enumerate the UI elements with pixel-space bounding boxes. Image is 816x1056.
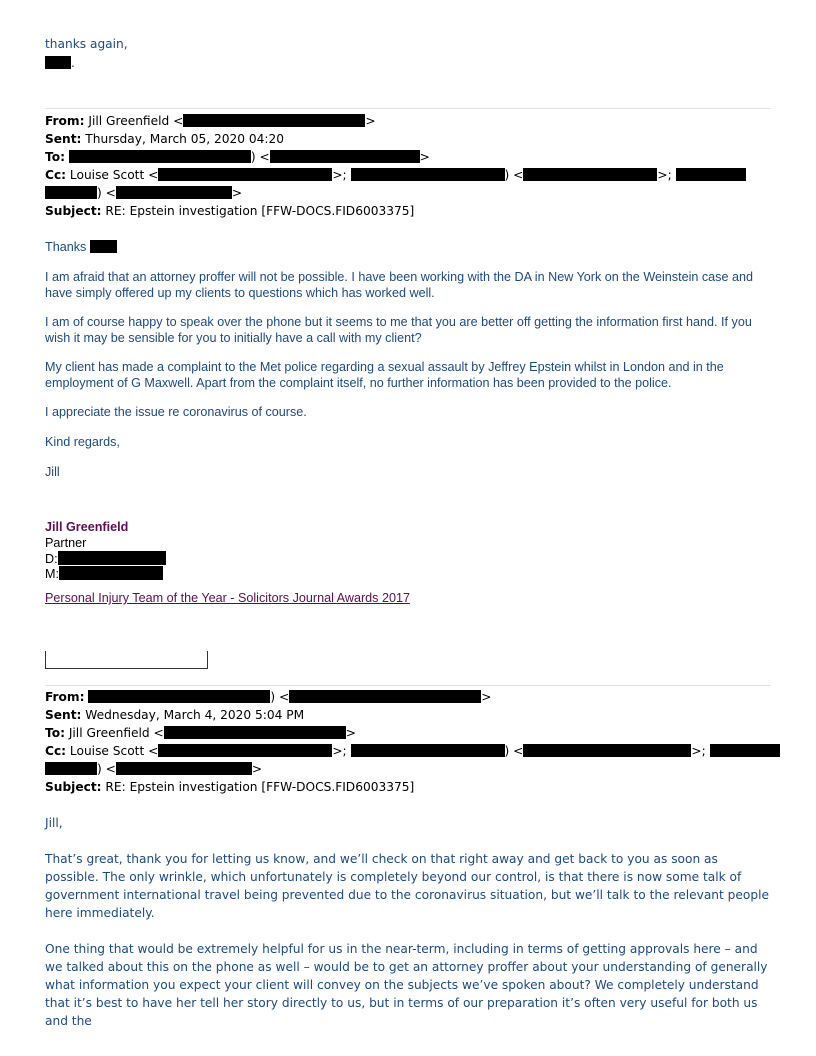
email1-sent-line <box>45 130 284 148</box>
intro-thanks-again: thanks again, <box>45 37 128 51</box>
email1-sign: Jill <box>45 465 60 479</box>
cc-label: Cc: <box>45 168 67 182</box>
redaction-box <box>69 150 251 163</box>
redaction-box <box>710 744 780 757</box>
redaction-box <box>45 56 71 69</box>
to-value: Jill Greenfield < <box>68 726 164 740</box>
redaction-box <box>45 186 97 199</box>
from-close: > <box>481 690 492 704</box>
intro-period: . <box>71 56 75 70</box>
intro-signoff <box>45 54 75 72</box>
cc-mid: ) < <box>504 168 524 182</box>
redaction-box <box>158 744 332 757</box>
email2-paragraph-1: That’s great, thank you for letting us know, and we’ll check on that right away and get back to you as soon as possible. The only wrinkle, which unfortunately is completely beyond our control, is that there is now some talk of government international travel being prevented due to the coronavirus situation, but we’ll talk to the relevant people here immediately. <box>45 852 769 920</box>
email1-greeting <box>45 238 117 256</box>
redaction-box <box>58 551 166 565</box>
email2-to-line <box>45 724 356 742</box>
cc-label: Cc: <box>45 744 67 758</box>
redaction-box <box>351 744 505 757</box>
separator-line <box>45 108 771 109</box>
to-close: > <box>345 726 356 740</box>
direct-label: D: <box>45 552 58 566</box>
email2-cc-line-2 <box>45 760 262 778</box>
email1-paragraph-1: I am afraid that an attorney proffer will not be possible. I have been working with the DA in New York on the Weinstein case and have simply offered up my clients to questions which has worked well. <box>45 270 753 300</box>
email1-paragraph-3: My client has made a complaint to the Met police regarding a sexual assault by Jeffrey Epstein whilst in London and in the employment of G Maxwell. Apart from the complaint itself, no further information has been provided to the police. <box>45 360 724 390</box>
email2-greeting: Jill, <box>45 816 63 830</box>
from-label: From: <box>45 114 85 128</box>
cc-sep: >; <box>332 168 347 182</box>
from-value: Jill Greenfield < <box>88 114 184 128</box>
sent-label: Sent: <box>45 708 82 722</box>
cc-mid: ) < <box>504 744 524 758</box>
greeting-text: Thanks <box>45 240 87 254</box>
signature-mobile-line <box>45 566 771 583</box>
email1-closing: Kind regards, <box>45 435 120 449</box>
email1-subject-line <box>45 202 414 220</box>
sent-value: Wednesday, March 4, 2020 5:04 PM <box>85 708 305 722</box>
subject-value: RE: Epstein investigation [FFW-DOCS.FID6003375] <box>105 780 415 794</box>
email2-subject-line <box>45 778 414 796</box>
cc-value: Louise Scott < <box>69 744 159 758</box>
cc-mid: ) < <box>97 186 116 200</box>
from-label: From: <box>45 690 85 704</box>
subject-value: RE: Epstein investigation [FFW-DOCS.FID6003375] <box>105 204 415 218</box>
cc-close: > <box>231 186 243 200</box>
email2-paragraph-2: One thing that would be extremely helpful for us in the near-term, including in terms of getting approvals here – and we talked about this on the phone as well – would be to get an attorney proffer about your understanding of generally what information you expect your client will convey on the subjects we’ve spoken about? We completely understand that it’s best to have her tell her story directly to us, but in terms of our preparation it’s often very useful for both us and the <box>45 942 768 1028</box>
from-mid: ) < <box>270 690 290 704</box>
image-placeholder <box>45 651 208 669</box>
subject-label: Subject: <box>45 204 102 218</box>
redaction-box <box>116 762 252 775</box>
to-close: > <box>419 150 430 164</box>
redaction-box <box>523 168 657 181</box>
cc-sep: >; <box>332 744 347 758</box>
to-label: To: <box>45 726 65 740</box>
redaction-box <box>523 744 691 757</box>
redaction-box <box>116 186 232 199</box>
signature-title: Partner <box>45 536 87 550</box>
cc-value: Louise Scott < <box>69 168 159 182</box>
mobile-label: M: <box>45 567 59 581</box>
separator-line <box>45 685 771 686</box>
email1-to-line <box>45 148 430 166</box>
subject-label: Subject: <box>45 780 102 794</box>
redaction-box <box>158 168 332 181</box>
from-close: > <box>365 114 376 128</box>
redaction-box <box>289 690 481 703</box>
redaction-box <box>90 240 117 253</box>
redaction-box <box>270 150 420 163</box>
redaction-box <box>164 726 346 739</box>
email2-from-line <box>45 688 491 706</box>
redaction-box <box>183 114 365 127</box>
email1-cc-line-2 <box>45 184 242 202</box>
cc-mid: ) < <box>97 762 116 776</box>
redaction-box <box>351 168 505 181</box>
email1-paragraph-2: I am of course happy to speak over the phone but it seems to me that you are better off getting the information first hand. If you wish it may be sensible for you to initially have a call with my client? <box>45 315 752 345</box>
award-link[interactable]: Personal Injury Team of the Year - Solicitors Journal Awards 2017 <box>45 591 410 605</box>
cc-sep: >; <box>657 168 672 182</box>
cc-sep: >; <box>691 744 706 758</box>
redaction-box <box>88 690 270 703</box>
email1-from-line <box>45 112 376 130</box>
email1-cc-line <box>45 166 746 184</box>
sent-label: Sent: <box>45 132 82 146</box>
signature-name: Jill Greenfield <box>45 520 129 534</box>
redaction-box <box>676 168 746 181</box>
email2-sent-line <box>45 706 304 724</box>
redaction-box <box>45 762 97 775</box>
to-label: To: <box>45 150 65 164</box>
sent-value: Thursday, March 05, 2020 04:20 <box>85 132 285 146</box>
award-link-wrapper <box>45 591 771 607</box>
redaction-box <box>59 566 163 580</box>
cc-close: > <box>251 762 263 776</box>
email2-cc-line <box>45 742 780 760</box>
email1-paragraph-4: I appreciate the issue re coronavirus of course. <box>45 405 307 419</box>
to-mid: ) < <box>250 150 270 164</box>
